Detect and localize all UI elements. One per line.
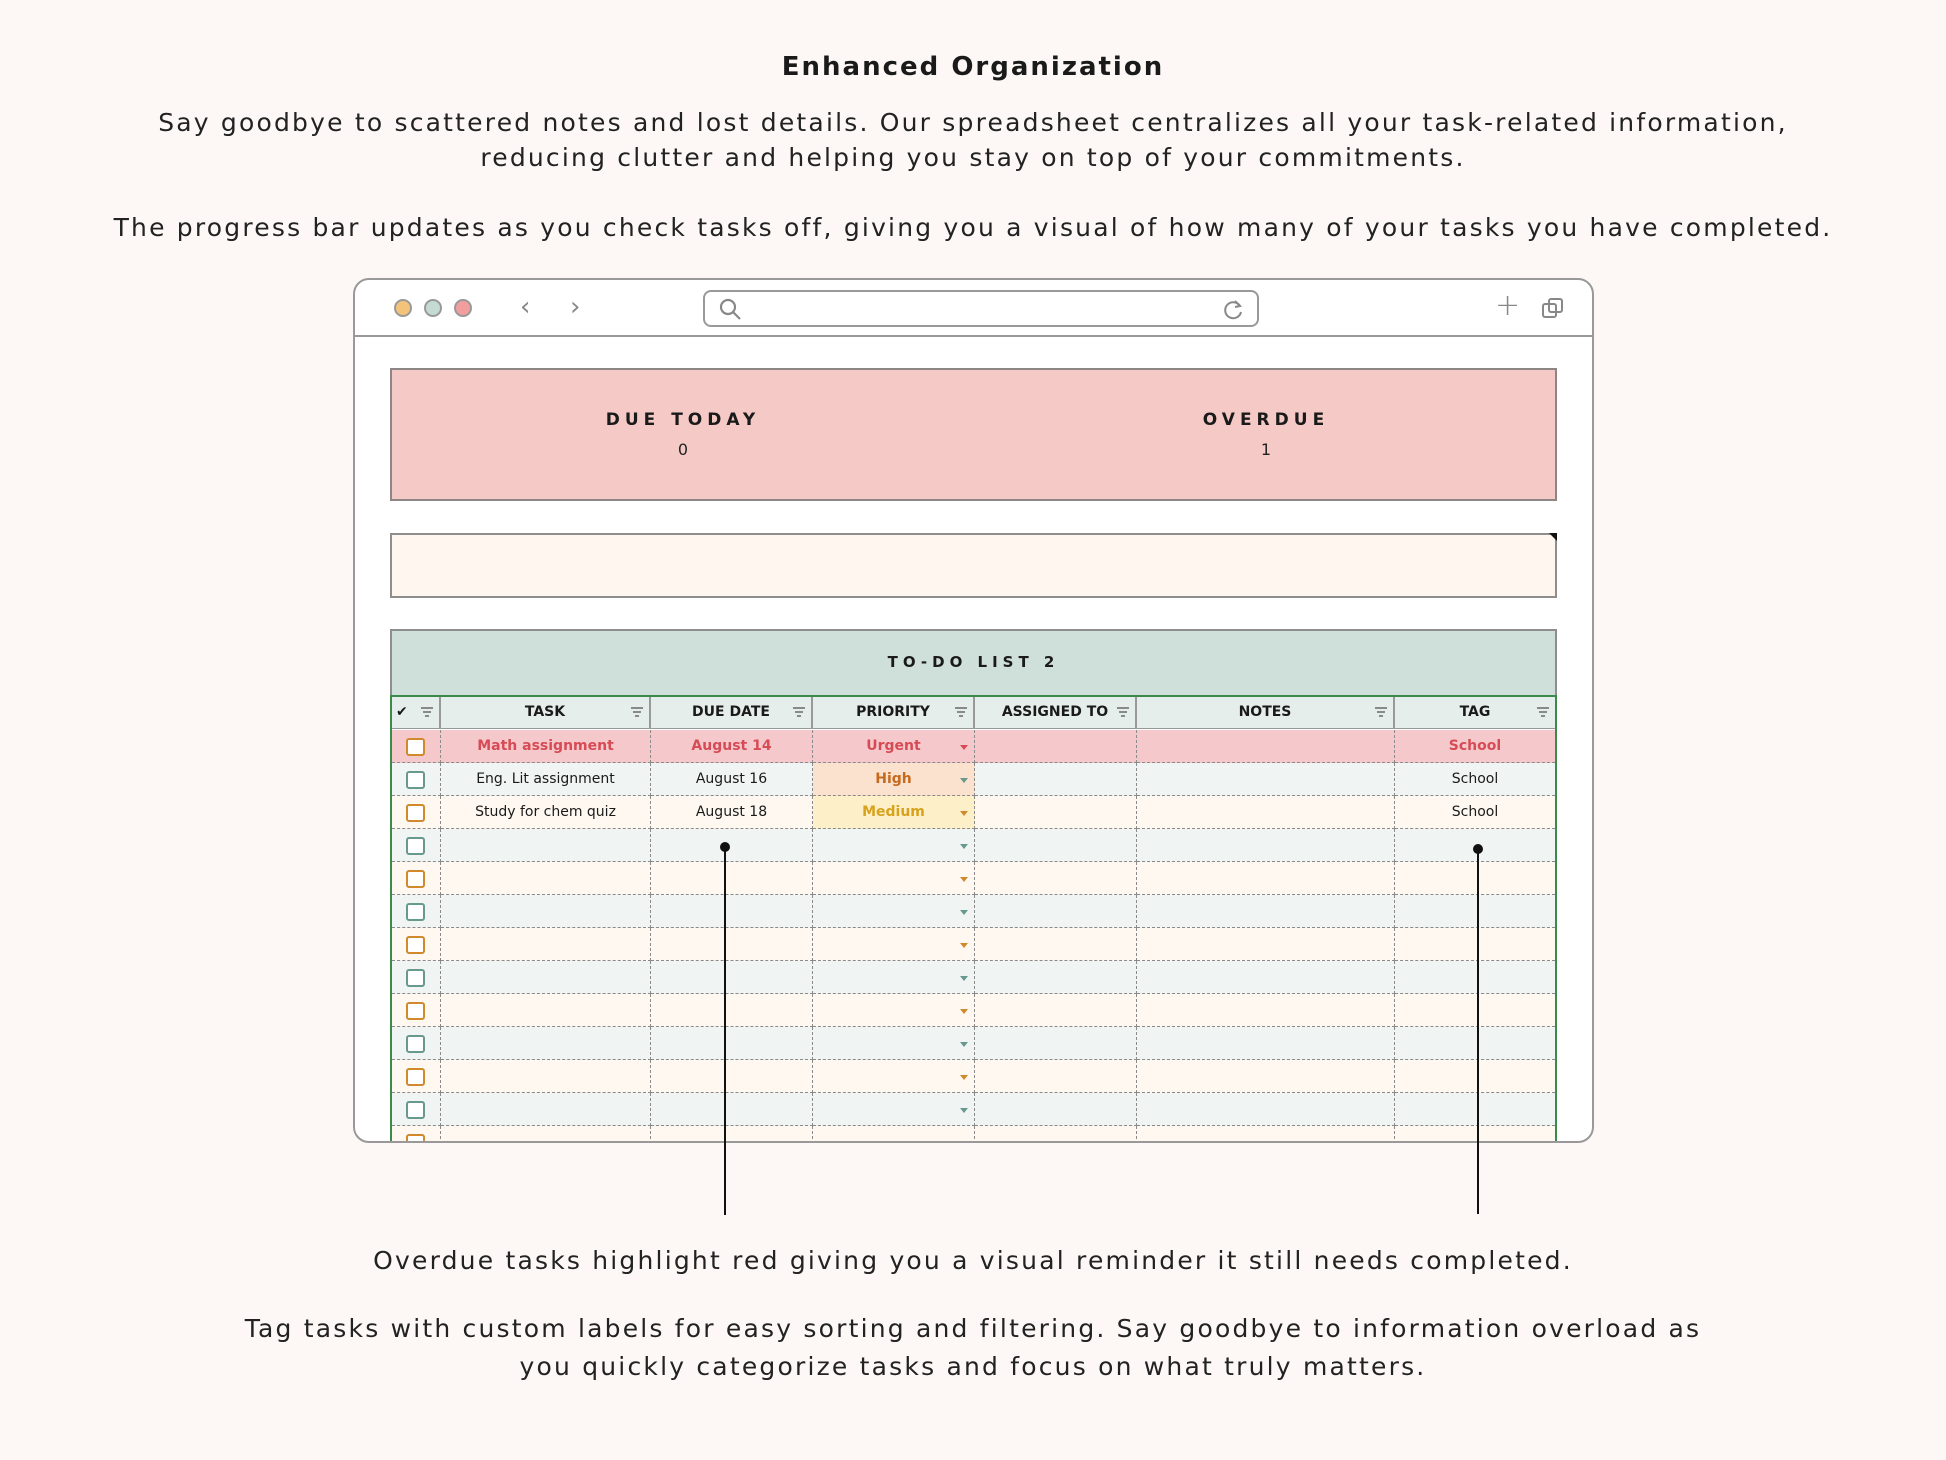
filter-icon[interactable] xyxy=(793,707,805,717)
cell-due-date[interactable] xyxy=(651,763,813,796)
task-checkbox[interactable] xyxy=(406,1002,425,1020)
filter-icon[interactable] xyxy=(955,707,967,717)
column-header-task[interactable] xyxy=(441,697,651,729)
cell-tag[interactable] xyxy=(1395,928,1555,961)
table-row xyxy=(392,1093,1555,1126)
cell-due-date[interactable] xyxy=(651,796,813,829)
cell-priority[interactable] xyxy=(813,829,975,862)
cell-assigned-to[interactable] xyxy=(975,1126,1137,1143)
cell-due-date[interactable] xyxy=(651,730,813,763)
cell-task[interactable] xyxy=(441,961,651,994)
cell-check[interactable] xyxy=(392,1027,441,1060)
table-row xyxy=(392,763,1555,796)
cell-due-date[interactable] xyxy=(651,862,813,895)
task-checkbox[interactable] xyxy=(406,903,425,921)
table-row xyxy=(392,829,1555,862)
column-header-label: NOTES xyxy=(1238,704,1292,720)
cell-notes[interactable] xyxy=(1137,1126,1395,1143)
cell-notes[interactable] xyxy=(1137,829,1395,862)
cell-due-date[interactable] xyxy=(651,829,813,862)
cell-tag[interactable] xyxy=(1395,862,1555,895)
cell-tag[interactable] xyxy=(1395,1126,1555,1143)
cell-priority[interactable] xyxy=(813,1093,975,1126)
cell-tag[interactable] xyxy=(1395,1060,1555,1093)
cell-priority[interactable] xyxy=(813,730,975,763)
cell-value: School xyxy=(1448,738,1502,754)
priority-dropdown-arrow-icon[interactable] xyxy=(960,976,968,981)
cell-task[interactable] xyxy=(441,862,651,895)
table-row xyxy=(392,994,1555,1027)
filter-icon[interactable] xyxy=(1375,707,1387,717)
task-checkbox[interactable] xyxy=(406,936,425,954)
table-header-row xyxy=(392,697,1555,730)
cell-assigned-to[interactable] xyxy=(975,1060,1137,1093)
priority-dropdown-arrow-icon[interactable] xyxy=(960,943,968,948)
task-checkbox[interactable] xyxy=(406,804,425,822)
progress-bar xyxy=(390,533,1557,598)
column-header-label: ASSIGNED TO xyxy=(1001,704,1109,720)
table-row xyxy=(392,730,1555,763)
cell-due-date[interactable] xyxy=(651,928,813,961)
cell-task[interactable] xyxy=(441,829,651,862)
summary-panel xyxy=(390,368,1557,501)
task-checkbox[interactable] xyxy=(406,1101,425,1119)
cell-priority[interactable] xyxy=(813,862,975,895)
due-today-value: 0 xyxy=(677,440,689,459)
tag-callout-line xyxy=(1477,849,1479,1214)
cell-check[interactable] xyxy=(392,994,441,1027)
cell-value: Eng. Lit assignment xyxy=(476,771,615,787)
cell-check[interactable] xyxy=(392,1060,441,1093)
cell-assigned-to[interactable] xyxy=(975,928,1137,961)
task-checkbox[interactable] xyxy=(406,1134,425,1143)
tabs-overview-icon[interactable] xyxy=(1541,297,1565,321)
column-header-due-date[interactable] xyxy=(651,697,813,729)
priority-dropdown-arrow-icon[interactable] xyxy=(960,1141,968,1143)
cell-priority[interactable] xyxy=(813,763,975,796)
cell-value: August 16 xyxy=(695,771,768,787)
cell-assigned-to[interactable] xyxy=(975,1027,1137,1060)
table-row xyxy=(392,1060,1555,1093)
cell-tag[interactable] xyxy=(1395,961,1555,994)
reload-icon[interactable] xyxy=(1221,298,1245,322)
cell-notes[interactable] xyxy=(1137,796,1395,829)
cell-notes[interactable] xyxy=(1137,730,1395,763)
filter-icon[interactable] xyxy=(1117,707,1129,717)
comment-marker-icon[interactable] xyxy=(1549,533,1557,541)
cell-task[interactable] xyxy=(441,1093,651,1126)
column-header-label: PRIORITY xyxy=(856,704,930,720)
browser-window xyxy=(353,278,1594,1143)
column-header-check[interactable] xyxy=(392,697,441,729)
cell-check[interactable] xyxy=(392,796,441,829)
task-checkbox[interactable] xyxy=(406,1035,425,1053)
cell-task[interactable] xyxy=(441,895,651,928)
cell-notes[interactable] xyxy=(1137,994,1395,1027)
column-header-priority[interactable] xyxy=(813,697,975,729)
table-row xyxy=(392,961,1555,994)
cell-check[interactable] xyxy=(392,862,441,895)
cell-tag[interactable] xyxy=(1395,796,1555,829)
priority-dropdown-arrow-icon[interactable] xyxy=(960,1075,968,1080)
cell-tag[interactable] xyxy=(1395,994,1555,1027)
cell-priority[interactable] xyxy=(813,796,975,829)
cell-check[interactable] xyxy=(392,1093,441,1126)
column-header-label: DUE DATE xyxy=(692,704,770,720)
cell-notes[interactable] xyxy=(1137,895,1395,928)
priority-dropdown-arrow-icon[interactable] xyxy=(960,1108,968,1113)
due-date-callout-line xyxy=(724,847,726,1215)
cell-task[interactable] xyxy=(441,796,651,829)
cell-assigned-to[interactable] xyxy=(975,763,1137,796)
cell-check[interactable] xyxy=(392,961,441,994)
cell-assigned-to[interactable] xyxy=(975,796,1137,829)
cell-check[interactable] xyxy=(392,730,441,763)
cell-value: August 18 xyxy=(695,804,768,820)
column-header-assigned-to[interactable] xyxy=(975,697,1137,729)
cell-task[interactable] xyxy=(441,1060,651,1093)
filter-icon[interactable] xyxy=(421,707,433,717)
todo-table xyxy=(390,695,1557,1143)
filter-icon[interactable] xyxy=(631,707,643,717)
cell-assigned-to[interactable] xyxy=(975,730,1137,763)
cell-notes[interactable] xyxy=(1137,1060,1395,1093)
cell-notes[interactable] xyxy=(1137,862,1395,895)
callout-pin-icon xyxy=(1473,844,1483,854)
todo-list-title: TO-DO LIST 2 xyxy=(390,629,1557,695)
cell-priority[interactable] xyxy=(813,994,975,1027)
table-row xyxy=(392,796,1555,829)
overdue-label: OVERDUE xyxy=(1202,410,1330,430)
cell-priority[interactable] xyxy=(813,961,975,994)
callout-pin-icon xyxy=(720,842,730,852)
cell-value: School xyxy=(1451,804,1499,820)
task-checkbox[interactable] xyxy=(406,738,425,756)
cell-notes[interactable] xyxy=(1137,763,1395,796)
task-checkbox[interactable] xyxy=(406,1068,425,1086)
table-row xyxy=(392,862,1555,895)
cell-tag[interactable] xyxy=(1395,895,1555,928)
cell-tag[interactable] xyxy=(1395,730,1555,763)
priority-dropdown-arrow-icon[interactable] xyxy=(960,1009,968,1014)
task-checkbox[interactable] xyxy=(406,771,425,789)
cell-due-date[interactable] xyxy=(651,895,813,928)
minimize-dot-icon[interactable] xyxy=(394,299,412,317)
overdue-caption: Overdue tasks highlight red giving you a visual reminder it still needs completed. xyxy=(373,1246,1573,1275)
cell-task[interactable] xyxy=(441,730,651,763)
cell-priority[interactable] xyxy=(813,928,975,961)
priority-dropdown-arrow-icon[interactable] xyxy=(960,811,968,816)
cell-tag[interactable] xyxy=(1395,763,1555,796)
cell-check[interactable] xyxy=(392,928,441,961)
cell-check[interactable] xyxy=(392,763,441,796)
cell-priority[interactable] xyxy=(813,1060,975,1093)
cell-due-date[interactable] xyxy=(651,994,813,1027)
cell-assigned-to[interactable] xyxy=(975,994,1137,1027)
spreadsheet-content xyxy=(355,337,1592,1143)
column-header-tag[interactable] xyxy=(1395,697,1555,729)
cell-task[interactable] xyxy=(441,1027,651,1060)
cell-task[interactable] xyxy=(441,763,651,796)
back-chevron-icon[interactable]: ‹ xyxy=(520,292,531,322)
cell-due-date[interactable] xyxy=(651,1027,813,1060)
cell-tag[interactable] xyxy=(1395,1027,1555,1060)
task-checkbox[interactable] xyxy=(406,969,425,987)
cell-value: High xyxy=(875,771,912,787)
cell-task[interactable] xyxy=(441,1126,651,1143)
overdue-block xyxy=(1116,410,1416,459)
close-dot-icon[interactable] xyxy=(454,299,472,317)
intro-text: Say goodbye to scattered notes and lost details. Our spreadsheet centralizes all your task-related information, reducing clutter and helping you stay on top of your commitments. xyxy=(158,108,1788,172)
priority-dropdown-arrow-icon[interactable] xyxy=(960,1042,968,1047)
cell-check[interactable] xyxy=(392,895,441,928)
cell-due-date[interactable] xyxy=(651,1060,813,1093)
cell-notes[interactable] xyxy=(1137,1093,1395,1126)
zoom-dot-icon[interactable] xyxy=(424,299,442,317)
forward-chevron-icon[interactable]: › xyxy=(570,292,581,322)
cell-notes[interactable] xyxy=(1137,961,1395,994)
priority-dropdown-arrow-icon[interactable] xyxy=(960,877,968,882)
cell-value: Study for chem quiz xyxy=(475,804,616,820)
browser-toolbar xyxy=(355,280,1592,337)
search-icon xyxy=(718,297,744,323)
cell-value: Math assignment xyxy=(477,738,614,754)
table-row xyxy=(392,895,1555,928)
cell-value: Urgent xyxy=(866,738,921,754)
cell-value: Medium xyxy=(862,804,925,820)
due-today-block xyxy=(533,410,833,459)
task-checkbox[interactable] xyxy=(406,837,425,855)
section-heading: Enhanced Organization xyxy=(781,52,1165,82)
cell-check[interactable] xyxy=(392,1126,441,1143)
cell-notes[interactable] xyxy=(1137,1027,1395,1060)
column-header-label: ✔ xyxy=(396,704,408,720)
tag-caption: Tag tasks with custom labels for easy sorting and filtering. Say goodbye to information overload as you quickly categorize tasks and focus on what truly matters. xyxy=(244,1314,1702,1381)
cell-priority[interactable] xyxy=(813,895,975,928)
cell-priority[interactable] xyxy=(813,1126,975,1143)
cell-tag[interactable] xyxy=(1395,1093,1555,1126)
cell-notes[interactable] xyxy=(1137,928,1395,961)
cell-due-date[interactable] xyxy=(651,961,813,994)
cell-task[interactable] xyxy=(441,928,651,961)
due-today-label: DUE TODAY xyxy=(605,410,761,430)
table-row xyxy=(392,1027,1555,1060)
table-row xyxy=(392,928,1555,961)
priority-dropdown-arrow-icon[interactable] xyxy=(960,745,968,750)
new-tab-plus-icon[interactable]: + xyxy=(1495,288,1521,323)
filter-icon[interactable] xyxy=(1537,707,1549,717)
cell-task[interactable] xyxy=(441,994,651,1027)
cell-assigned-to[interactable] xyxy=(975,961,1137,994)
cell-assigned-to[interactable] xyxy=(975,895,1137,928)
column-header-label: TAG xyxy=(1459,704,1491,720)
cell-priority[interactable] xyxy=(813,1027,975,1060)
priority-dropdown-arrow-icon[interactable] xyxy=(960,844,968,849)
cell-assigned-to[interactable] xyxy=(975,829,1137,862)
cell-check[interactable] xyxy=(392,829,441,862)
address-bar[interactable] xyxy=(703,290,1259,327)
priority-dropdown-arrow-icon[interactable] xyxy=(960,778,968,783)
column-header-label: TASK xyxy=(524,704,566,720)
cell-value: August 14 xyxy=(691,738,772,754)
column-header-notes[interactable] xyxy=(1137,697,1395,729)
cell-assigned-to[interactable] xyxy=(975,862,1137,895)
progress-caption: The progress bar updates as you check tasks off, giving you a visual of how many of your tasks you have completed. xyxy=(113,213,1833,242)
overdue-value: 1 xyxy=(1260,440,1272,459)
cell-assigned-to[interactable] xyxy=(975,1093,1137,1126)
cell-value: School xyxy=(1451,771,1499,787)
priority-dropdown-arrow-icon[interactable] xyxy=(960,910,968,915)
cell-due-date[interactable] xyxy=(651,1126,813,1143)
cell-due-date[interactable] xyxy=(651,1093,813,1126)
table-row xyxy=(392,1126,1555,1143)
task-checkbox[interactable] xyxy=(406,870,425,888)
